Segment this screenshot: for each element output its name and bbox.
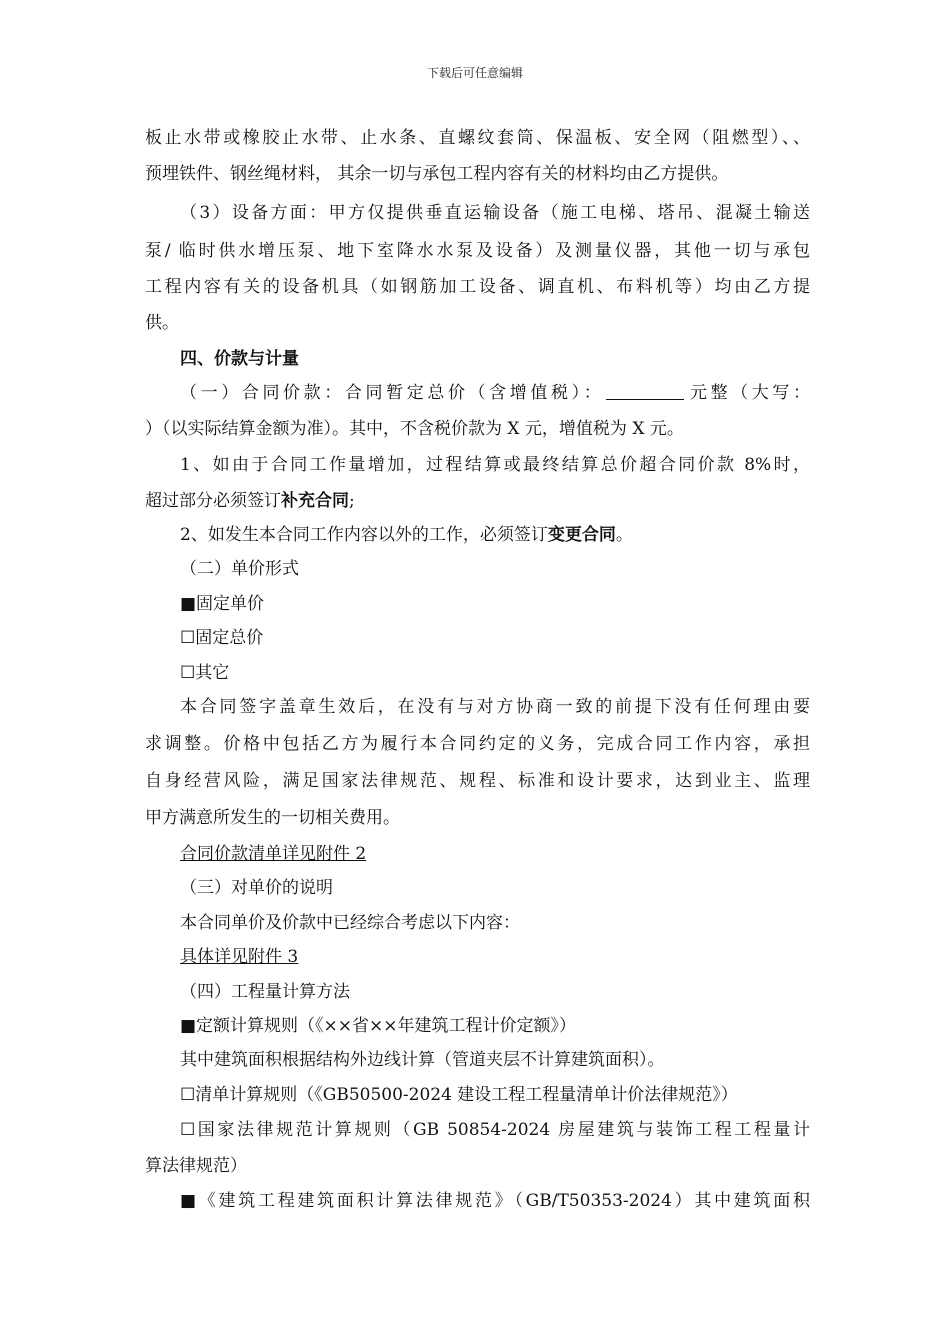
attachment-2-reference: 合同价款清单详见附件 2	[180, 844, 367, 864]
paragraph-line: 甲方满意所发生的一切相关费用。	[145, 808, 400, 828]
attachment-3-reference: 具体详见附件 3	[180, 947, 299, 967]
clause-line	[145, 490, 810, 512]
method-building-area-rules: ■《建筑工程建筑面积计算法律规范》（GB/T50353-2024）其中建筑面积	[180, 1191, 810, 1211]
option-fixed-total-price: ☐固定总价	[180, 628, 264, 648]
paragraph-line: 板止水带或橡胶止水带、止水条、直螺纹套筒、保温板、安全网（阻燃型）、、	[145, 128, 810, 148]
clause-line: 1、如由于合同工作量增加，过程结算或最终结算总价超合同价款 8%时，	[180, 455, 810, 475]
paragraph-line: 本合同单价及价款中已经综合考虑以下内容：	[180, 913, 520, 933]
subsection-heading: （三）对单价的说明	[180, 878, 333, 898]
paragraph-line: 自身经营风险，满足国家法律规范、规程、标准和设计要求，达到业主、监理	[145, 771, 810, 791]
paragraph-line: 泵/ 临时供水增压泵、地下室降水水泵及设备）及测量仪器，其他一切与承包	[145, 241, 810, 261]
clause-text: 超过部分必须签订	[145, 491, 281, 511]
method-quota-rules: ■定额计算规则（《××省××年建筑工程计价定额》）	[180, 1016, 577, 1036]
method-bill-rules: ☐清单计算规则（《GB50500-2024 建设工程工程量清单计价法律规范》）	[180, 1085, 738, 1105]
clause-text: 2、如发生本合同工作内容以外的工作，必须签订	[180, 525, 548, 545]
paragraph-line: 工程内容有关的设备机具（如钢筋加工设备、调直机、布料机等）均由乙方提	[145, 277, 810, 297]
paragraph-line: 预埋铁件、钢丝绳材料， 其余一切与承包工程内容有关的材料均由乙方提供。	[145, 164, 729, 184]
section-heading: 四、价款与计量	[180, 349, 299, 369]
paragraph-line: （3）设备方面：甲方仅提供垂直运输设备（施工电梯、塔吊、混凝土输送	[180, 203, 810, 223]
contract-price-line	[180, 382, 810, 404]
supplement-contract-term: 补充合同	[281, 491, 349, 511]
paragraph-line: 供。	[145, 313, 179, 333]
option-other: ☐其它	[180, 663, 230, 683]
paragraph-line: ）（以实际结算金额为准）。其中，不含税价款为 X 元，增值税为 X 元。	[145, 419, 684, 439]
change-contract-term: 变更合同	[547, 525, 616, 545]
price-blank-field	[606, 383, 684, 400]
method-national-rules: ☐国家法律规范计算规则（GB 50854-2024 房屋建筑与装饰工程工程量计	[180, 1120, 810, 1140]
amount-unit-label: 元整（大写：	[686, 383, 811, 403]
clause-line	[180, 524, 810, 546]
paragraph-line: 本合同签字盖章生效后，在没有与对方协商一致的前提下没有任何理由要	[180, 697, 810, 717]
clause-punct: 。	[615, 525, 633, 545]
subsection-heading: （四）工程量计算方法	[180, 982, 350, 1002]
page-header: 下载后可任意编辑	[426, 66, 523, 80]
paragraph-line: 算法律规范）	[145, 1156, 247, 1176]
contract-price-label: （一）合同价款：合同暂定总价（含增值税）：	[180, 383, 605, 403]
paragraph-line: 求调整。价格中包括乙方为履行本合同约定的义务，完成合同工作内容，承担	[145, 734, 810, 754]
clause-punct: ;	[349, 491, 355, 511]
option-fixed-unit-price: ■固定单价	[180, 594, 265, 614]
paragraph-line: 其中建筑面积根据结构外边线计算（管道夹层不计算建筑面积）。	[180, 1050, 665, 1070]
subsection-heading: （二）单价形式	[180, 559, 299, 579]
